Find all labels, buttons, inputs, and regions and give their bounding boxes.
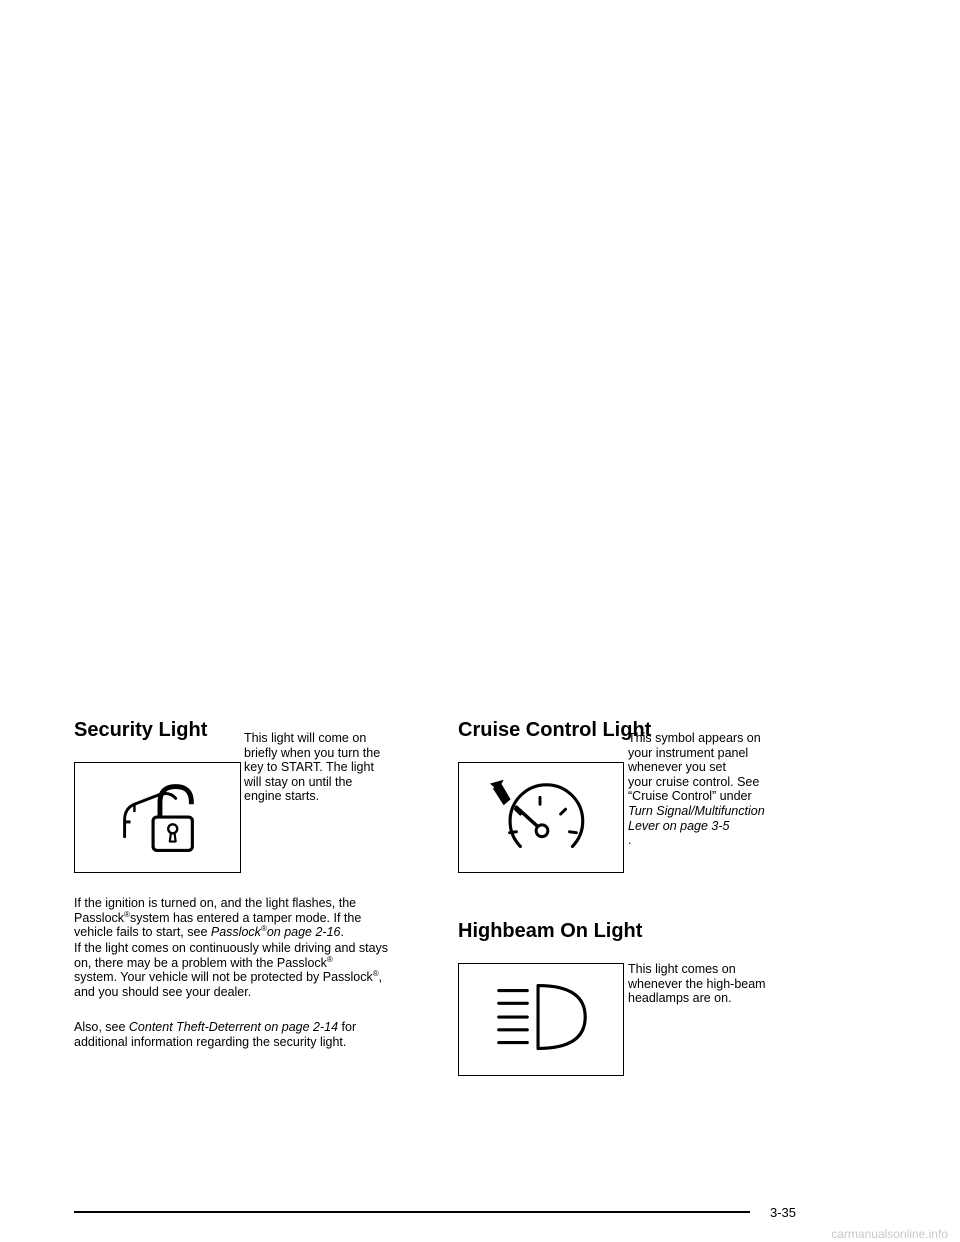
passlock-reference-link[interactable]: Passlock®on page 2-16 (210, 924, 341, 940)
text-fragment: system has entered a tamper mode. If the (129, 910, 362, 925)
content-theft-deterrent-link[interactable]: Content Theft-Deterrent on page 2-14 (128, 1020, 339, 1034)
turn-signal-lever-link[interactable]: Lever on page 3-5 (628, 818, 730, 833)
registered-mark: ® (124, 909, 130, 919)
cruise-control-icon-box (458, 762, 624, 873)
high-beam-headlamp-icon (459, 964, 623, 1075)
security-continuous-paragraph (74, 941, 434, 999)
text-line: whenever you set (628, 760, 726, 775)
security-light-intro (244, 731, 380, 804)
text-line (74, 925, 434, 940)
cruise-control-description (628, 731, 765, 848)
text-line: your instrument panel (628, 745, 749, 760)
text-line (74, 911, 434, 926)
text-line: whenever the high-beam (628, 976, 766, 991)
text-line: Also, see Content Theft-Deterrent on page 2-14 for (74, 1020, 357, 1034)
text-line: will stay on until the (244, 774, 353, 789)
watermark: carmanualsonline.info (831, 1227, 948, 1241)
turn-signal-lever-link[interactable]: Turn Signal/Multifunction (628, 803, 765, 818)
highbeam-description (628, 962, 766, 1006)
passlock-word: Passlock (74, 910, 125, 925)
security-light-icon-box (74, 762, 241, 873)
text-line: This symbol appears on (628, 731, 761, 745)
cruise-control-light-heading: Cruise Control Light (458, 719, 652, 741)
period: . (628, 833, 632, 848)
registered-mark: ® (260, 924, 267, 934)
security-tamper-paragraph (74, 896, 434, 940)
registered-mark: ® (372, 969, 379, 979)
text-line: briefly when you turn the (244, 745, 381, 760)
registered-mark: ® (326, 954, 333, 964)
text-line: key to START. The light (244, 760, 374, 775)
text-line: system. Your vehicle will not be protected by Passlock®, (74, 969, 383, 985)
highbeam-icon-box (458, 963, 624, 1076)
text-line: your cruise control. See (628, 774, 760, 789)
text-line: “Cruise Control” under (628, 789, 752, 804)
text-line: If the ignition is turned on, and the light flashes, the (74, 896, 357, 910)
text-line: headlamps are on. (628, 991, 732, 1006)
cruise-control-speedometer-icon (459, 763, 623, 872)
page-number: 3-35 (770, 1205, 797, 1220)
text-line: This light comes on (628, 962, 736, 976)
text-line: on, there may be a problem with the Passlock® (74, 954, 333, 970)
security-lock-icon (75, 763, 240, 872)
text-line: If the light comes on continuously while driving and stays (74, 941, 389, 955)
text-line: This light will come on (244, 731, 367, 745)
text-line: engine starts. (244, 789, 320, 804)
highbeam-on-light-heading: Highbeam On Light (458, 920, 643, 942)
text-fragment: vehicle fails to start, see (74, 925, 211, 940)
period: . (340, 925, 344, 940)
footer-rule (74, 1211, 750, 1213)
security-light-heading: Security Light (74, 719, 208, 741)
text-line: additional information regarding the security light. (74, 1034, 347, 1049)
text-line: and you should see your dealer. (74, 984, 252, 999)
security-also-see-paragraph (74, 1020, 434, 1049)
